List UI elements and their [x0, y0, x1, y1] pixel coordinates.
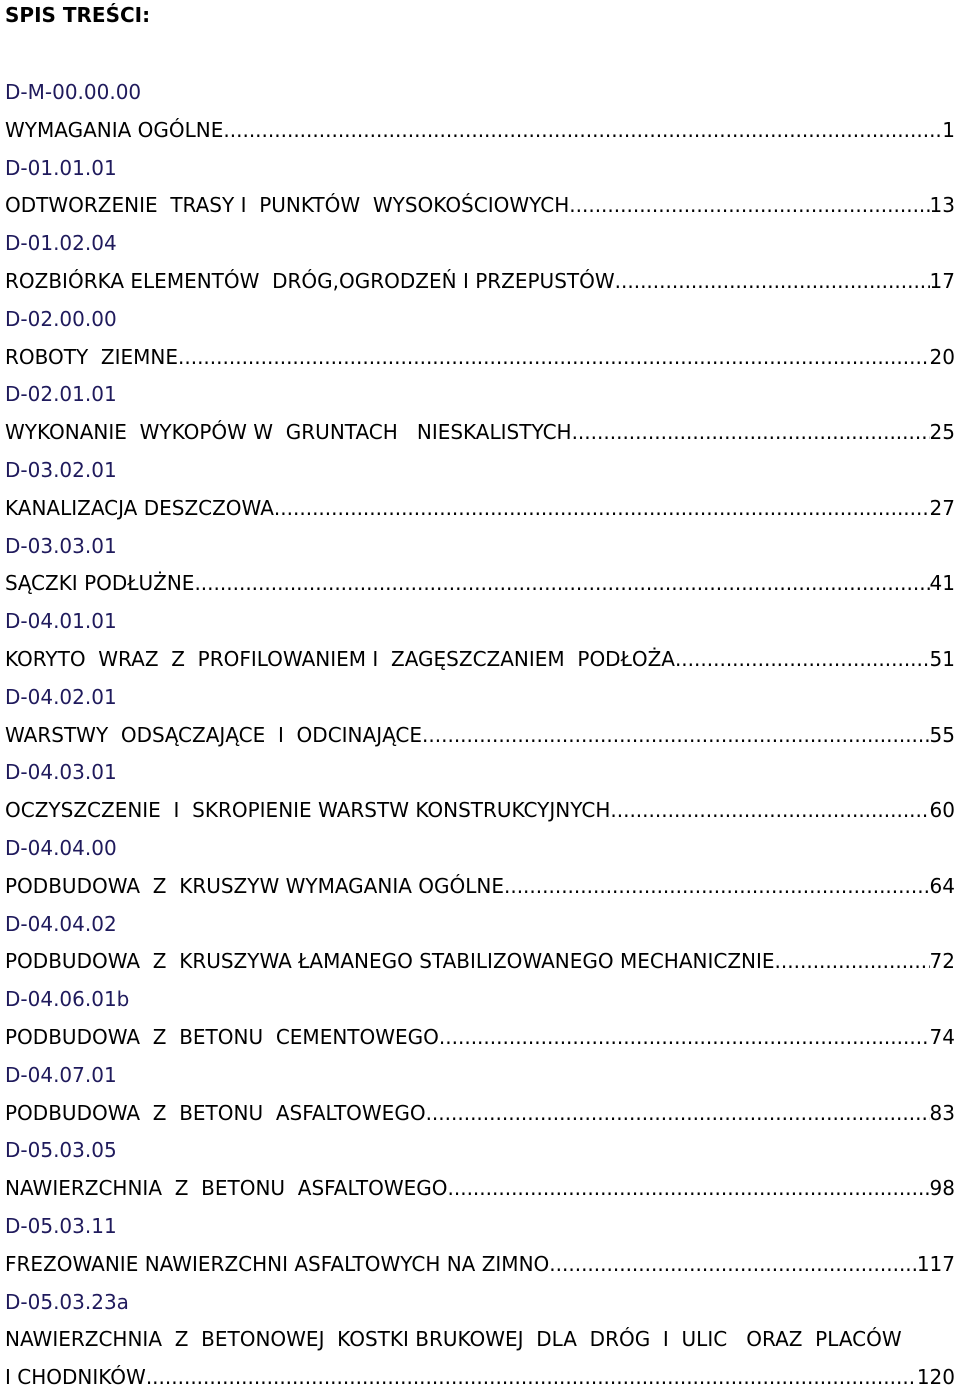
toc-line[interactable] [5, 187, 955, 225]
toc-line[interactable] [5, 414, 955, 452]
toc-page-number: 20 [929, 344, 955, 369]
toc-code: D-02.01.01 [5, 382, 117, 407]
toc-entry-title: PODBUDOWA Z BETONU CEMENTOWEGO [5, 1024, 439, 1049]
toc-entry-title: NAWIERZCHNIA Z BETONU ASFALTOWEGO [5, 1176, 448, 1201]
toc-code: D-04.07.01 [5, 1062, 117, 1087]
toc-line[interactable] [5, 112, 955, 150]
toc-entry-title: OCZYSZCZENIE I SKROPIENIE WARSTW KONSTRUKCYJNYCH [5, 798, 611, 823]
toc-line[interactable] [5, 792, 955, 830]
toc-leader-dots [775, 943, 930, 981]
toc-line[interactable] [5, 868, 955, 906]
toc-code: D-M-00.00.00 [5, 80, 142, 104]
toc-leader-dots [569, 187, 929, 225]
toc-line[interactable] [5, 339, 955, 377]
toc-leader-dots [572, 414, 930, 452]
toc-page-number: 55 [929, 722, 955, 747]
toc-entry-title: WARSTWY ODSĄCZAJĄCE I ODCINAJĄCE [5, 722, 423, 747]
toc-code: D-03.02.01 [5, 457, 117, 482]
toc-leader-dots [223, 112, 942, 150]
toc-leader-dots [610, 792, 929, 830]
toc-page-number: 98 [929, 1176, 955, 1201]
toc-line[interactable] [5, 1246, 955, 1284]
toc-page-number: 41 [929, 571, 955, 596]
toc-leader-dots [146, 1359, 917, 1397]
toc-page-number: 51 [929, 646, 955, 671]
toc-entry-title-line1: NAWIERZCHNIA Z BETONOWEJ KOSTKI BRUKOWEJ DLA DRÓG I ULIC ORAZ PLACÓW [5, 1327, 902, 1352]
toc-leader-dots [194, 565, 929, 603]
toc-leader-dots [549, 1246, 917, 1284]
toc-line[interactable] [5, 717, 955, 755]
toc-leader-dots [448, 1170, 930, 1208]
toc-entry-title: SĄCZKI PODŁUŻNE [5, 571, 195, 596]
toc-leader-dots [615, 263, 930, 301]
toc-code: D-01.02.04 [5, 231, 117, 256]
toc-leader-dots [274, 490, 930, 528]
toc-code: D-01.01.01 [5, 155, 117, 180]
toc-list [5, 74, 955, 1397]
toc-leader-dots [422, 717, 930, 755]
toc-page-number: 120 [916, 1365, 955, 1390]
toc-line[interactable] [5, 1359, 955, 1397]
toc-leader-dots [675, 641, 930, 679]
toc-entry-title: ROBOTY ZIEMNE [5, 344, 178, 369]
toc-entry-title: FREZOWANIE NAWIERZCHNI ASFALTOWYCH NA ZIMNO [5, 1251, 550, 1276]
toc-entry-title: ODTWORZENIE TRASY I PUNKTÓW WYSOKOŚCIOWYCH [5, 193, 570, 218]
toc-code: D-05.03.05 [5, 1138, 117, 1163]
toc-line-first[interactable] [5, 1321, 955, 1359]
toc-code: D-04.04.00 [5, 835, 117, 860]
toc-line[interactable] [5, 641, 955, 679]
toc-code: D-02.00.00 [5, 306, 117, 331]
toc-entry-title: KORYTO WRAZ Z PROFILOWANIEM I ZAGĘSZCZANIEM PODŁOŻA [5, 646, 675, 671]
toc-code: D-05.03.23a [5, 1289, 129, 1314]
toc-code: D-04.03.01 [5, 760, 117, 785]
toc-leader-dots [178, 339, 930, 377]
toc-page-number: 83 [929, 1100, 955, 1125]
toc-entry-title: ROZBIÓRKA ELEMENTÓW DRÓG,OGRODZEŃ I PRZEPUSTÓW [5, 268, 615, 293]
toc-entry-title: PODBUDOWA Z KRUSZYWA ŁAMANEGO STABILIZOWANEGO MECHANICZNIE [5, 949, 775, 974]
toc-entry-title: WYMAGANIA OGÓLNE [5, 117, 224, 142]
toc-page-number: 117 [916, 1251, 955, 1276]
toc-entry-title: PODBUDOWA Z KRUSZYW WYMAGANIA OGÓLNE [5, 873, 504, 898]
toc-page-number: 1 [942, 117, 955, 142]
page-title: SPIS TREŚCI: [5, 3, 151, 27]
toc-line[interactable] [5, 565, 955, 603]
toc-line[interactable] [5, 1170, 955, 1208]
toc-page-number: 13 [929, 193, 955, 218]
toc-code: D-04.02.01 [5, 684, 117, 709]
toc-page-number: 25 [929, 420, 955, 445]
toc-page-number: 64 [929, 873, 955, 898]
toc-leader-dots [426, 1095, 930, 1133]
toc-entry-title: PODBUDOWA Z BETONU ASFALTOWEGO [5, 1100, 426, 1125]
toc-code: D-04.04.02 [5, 911, 117, 936]
toc-entry-title: KANALIZACJA DESZCZOWA [5, 495, 274, 520]
toc-line[interactable] [5, 1019, 955, 1057]
toc-leader-dots [504, 868, 930, 906]
toc-page-number: 72 [929, 949, 955, 974]
toc-line[interactable] [5, 490, 955, 528]
toc-page-number: 60 [929, 798, 955, 823]
toc-page-number: 27 [929, 495, 955, 520]
toc-code: D-04.06.01b [5, 987, 130, 1012]
toc-code: D-04.01.01 [5, 609, 117, 634]
toc-page-number: 17 [929, 268, 955, 293]
toc-code: D-03.03.01 [5, 533, 117, 558]
toc-line[interactable] [5, 943, 955, 981]
toc-page-number: 74 [929, 1024, 955, 1049]
toc-entry-title: I CHODNIKÓW [5, 1365, 146, 1390]
toc-line[interactable] [5, 1095, 955, 1133]
toc-leader-dots [439, 1019, 930, 1057]
toc-code: D-05.03.11 [5, 1213, 117, 1238]
toc-entry-title: WYKONANIE WYKOPÓW W GRUNTACH NIESKALISTYCH [5, 420, 572, 445]
toc-line[interactable] [5, 263, 955, 301]
